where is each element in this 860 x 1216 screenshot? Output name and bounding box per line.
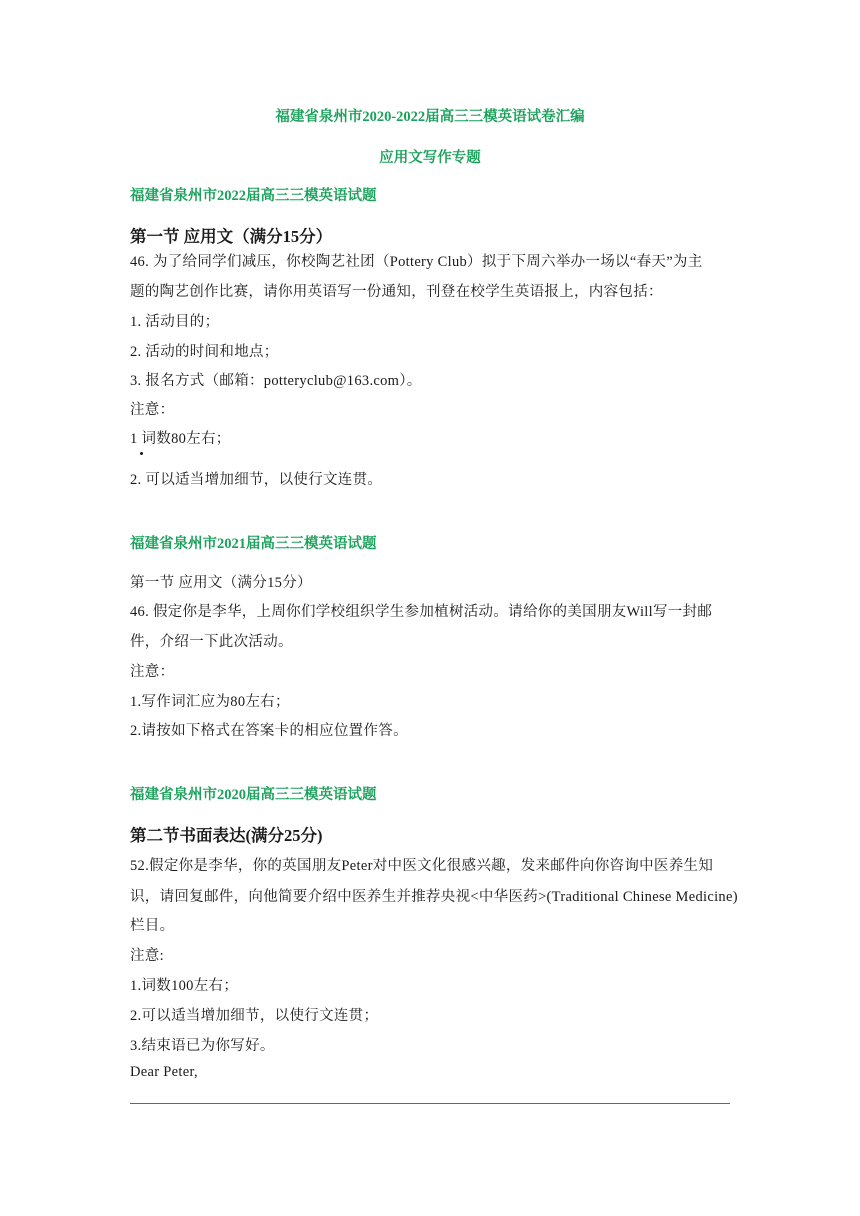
note-label: 注意： (130, 664, 175, 680)
answer-writing-line (130, 1103, 730, 1104)
note-item: 1.写作词汇应为80左右； (130, 694, 290, 710)
document-subtitle: 应用文写作专题 (379, 150, 481, 166)
list-dot-mark (140, 452, 143, 455)
salutation: Dear Peter, (130, 1064, 198, 1080)
part-title: 第一节 应用文（满分15分） (130, 575, 312, 591)
part-title: 第二节书面表达(满分25分) (130, 826, 323, 845)
note-label: 注意： (130, 402, 175, 418)
section-heading: 福建省泉州市2020届高三三模英语试题 (130, 787, 377, 803)
section-heading: 福建省泉州市2022届高三三模英语试题 (130, 188, 377, 204)
note-item: 1 词数80左右； (130, 431, 231, 447)
question-line: 52.假定你是李华，你的英国朋友Peter对中医文化很感兴趣，发来邮件向你咨询中医养生知 (130, 858, 714, 874)
note-item: 2.请按如下格式在答案卡的相应位置作答。 (130, 723, 408, 739)
document-title: 福建省泉州市2020-2022届高三三模英语试卷汇编 (275, 109, 585, 125)
note-item: 2.可以适当增加细节，以使行文连贯； (130, 1008, 379, 1024)
note-item: 3.结束语已为你写好。 (130, 1038, 275, 1054)
note-label: 注意: (130, 948, 164, 964)
question-line: 题的陶艺创作比赛，请你用英语写一份通知，刊登在校学生英语报上，内容包括： (130, 284, 663, 300)
question-line: 46. 假定你是李华，上周你们学校组织学生参加植树活动。请给你的美国朋友Will写一封邮 (130, 604, 713, 620)
section-heading: 福建省泉州市2021届高三三模英语试题 (130, 536, 377, 552)
question-line: 识，请回复邮件，向他简要介绍中医养生并推荐央视<中华医药>(Traditional Chinese Medicine) (130, 889, 738, 905)
question-line: 件，介绍一下此次活动。 (130, 634, 293, 650)
content-point: 3. 报名方式（邮箱：potteryclub@163.com）。 (130, 373, 422, 389)
question-line: 46. 为了给同学们减压，你校陶艺社团（Pottery Club）拟于下周六举办一场以“春天”为主 (130, 254, 703, 270)
part-title: 第一节 应用文（满分15分） (130, 227, 333, 246)
content-point: 1. 活动目的； (130, 314, 220, 330)
note-item: 1.词数100左右； (130, 978, 239, 994)
question-line: 栏目。 (130, 918, 175, 934)
note-item: 2. 可以适当增加细节，以使行文连贯。 (130, 472, 383, 488)
content-point: 2. 活动的时间和地点； (130, 344, 279, 360)
